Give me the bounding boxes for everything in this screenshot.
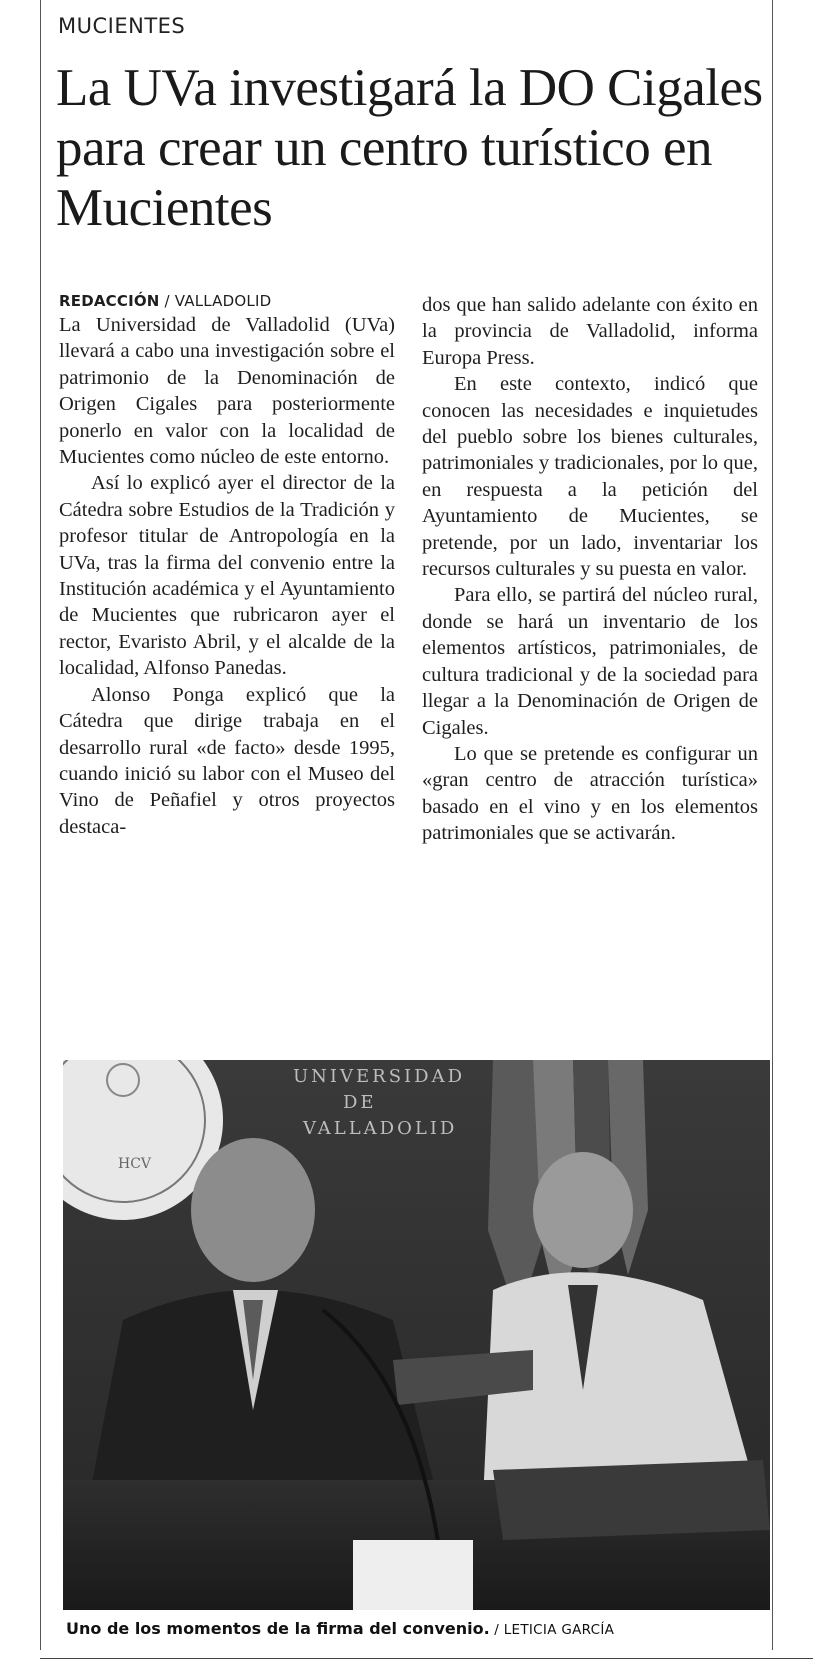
page-rule-bottom: [40, 1658, 813, 1659]
paragraph: Para ello, se partirá del núcleo rural, donde se hará un inventario de los elementos artísticos, patrimoniales, de cultura tradicional y de la sociedad para llegar a la Denominación de Origen de Cigales.: [422, 584, 758, 739]
headline: La UVa investigará la DO Cigales para crear un centro turístico en Mucientes: [56, 59, 763, 237]
column-rule-left: [40, 0, 41, 1650]
article-column-1: [59, 290, 395, 840]
column-rule-right: [772, 0, 773, 1650]
section-label: MUCIENTES: [58, 14, 186, 38]
paragraph: En este contexto, indicó que conocen las necesidades e inquietudes del pueblo sobre los bienes culturales, patrimoniales y tradicionales, por lo que, en respuesta a la petición del Ayuntamiento de Mucientes, se pretende, por un lado, inventariar los recursos culturales y su puesta en valor.: [422, 373, 758, 581]
paragraph: dos que han salido adelante con éxito en la provincia de Valladolid, informa Europa Press.: [422, 294, 758, 369]
paragraph: Lo que se pretende es configurar un «gran centro de atracción turística» basado en el vino y en los elementos patrimoniales que se activarán.: [422, 742, 758, 845]
wall-text-line: DE: [343, 1092, 377, 1113]
byline-separator: /: [159, 292, 175, 310]
signed-folder: [493, 1460, 770, 1540]
paragraph: La Universidad de Valladolid (UVa) llevará a cabo una investigación sobre el patrimonio de la Denominación de Origen Cigales para posteriormente ponerlo en valor con la localidad de Mucientes como núcleo de este entorno.: [59, 314, 395, 469]
photo-illustration: [63, 1060, 770, 1610]
paragraph: Alonso Ponga explicó que la Cátedra que dirige trabaja en el desarrollo rural «de facto» desde 1995, cuando inició su labor con el Museo del Vino de Peñafiel y otros proyectos destaca-: [59, 683, 395, 838]
wall-text-line: VALLADOLID: [303, 1118, 458, 1139]
photo-caption: [66, 1619, 614, 1638]
caption-credit: LETICIA GARCÍA: [503, 1622, 615, 1638]
article-photo: [63, 1060, 770, 1610]
byline-author: REDACCIÓN: [59, 292, 160, 310]
article-column-2: [422, 292, 758, 847]
byline: [59, 290, 395, 312]
paragraph: Así lo explicó ayer el director de la Cátedra sobre Estudios de la Tradición y profesor titular de Antropología en la UVa, tras la firma del convenio entre la Institución académica y el Ayuntamiento de Mucientes que rubricaron ayer el rector, Evaristo Abril, y el alcalde de la localidad, Alfonso Panedas.: [59, 472, 395, 680]
caption-credit-separator: /: [489, 1622, 504, 1638]
name-card: [353, 1540, 473, 1610]
wall-text-line: UNIVERSIDAD: [293, 1066, 466, 1087]
caption-text: Uno de los momentos de la firma del convenio.: [66, 1619, 490, 1638]
byline-location: VALLADOLID: [174, 292, 272, 310]
seal-text: HCV: [118, 1156, 152, 1172]
